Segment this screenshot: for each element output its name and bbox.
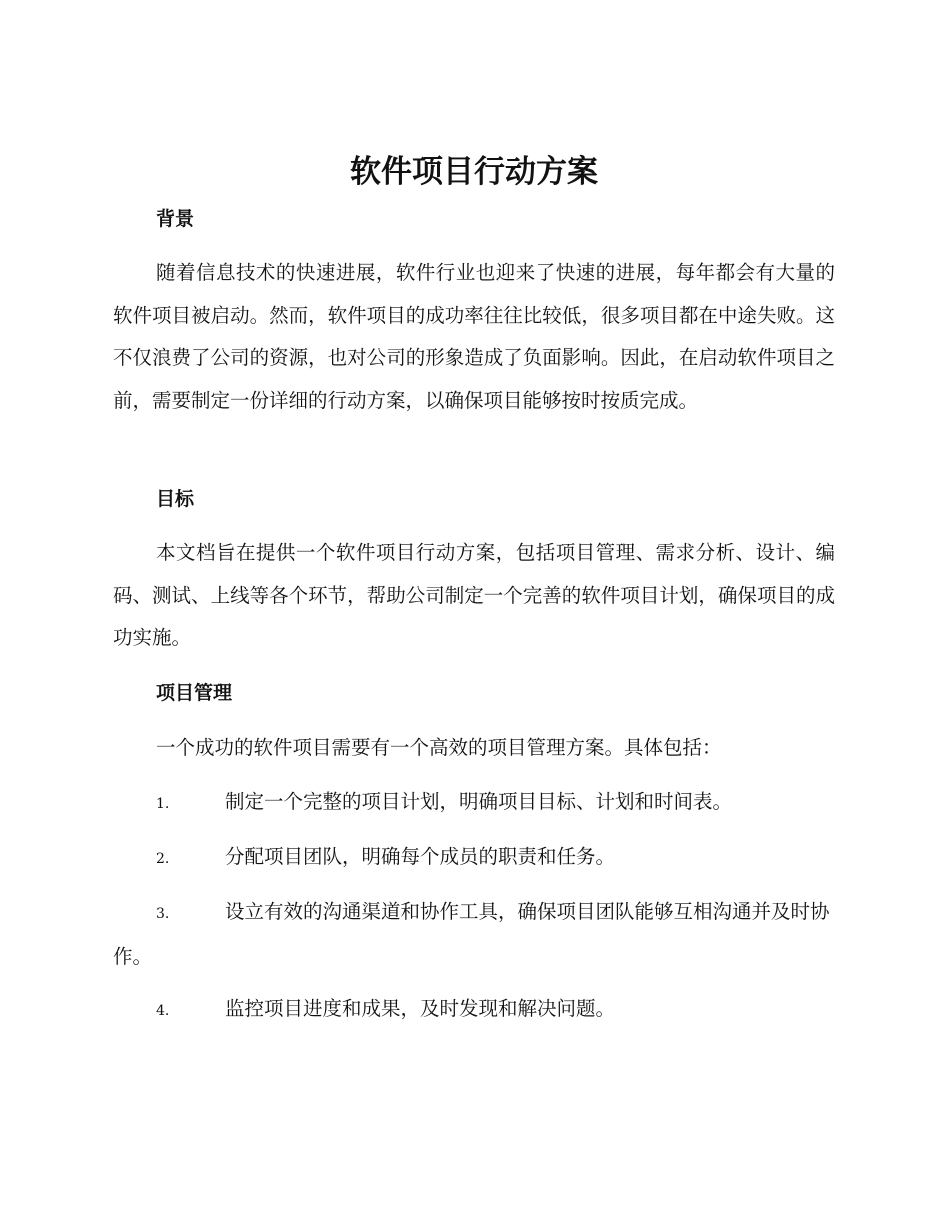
section-heading-background: 背景 bbox=[156, 208, 195, 230]
section-paragraph-background: 随着信息技术的快速进展，软件行业也迎来了快速的进展，每年都会有大量的软件项目被启动。然而，软件项目的成功率往往比较低，很多项目都在中途失败。这不仅浪费了公司的资源，也对公司的形象造成了负面影响。因此，在启动软件项目之前，需要制定一份详细的行动方案，以确保项目能够按时按质完成。 bbox=[113, 261, 835, 412]
list-item-text: 监控项目进度和成果，及时发现和解决问题。 bbox=[225, 997, 616, 1020]
list-item-number: 4. bbox=[156, 1003, 170, 1019]
list-item-number: 3. bbox=[156, 906, 170, 922]
section-heading-project-management: 项目管理 bbox=[156, 682, 233, 704]
list-item bbox=[113, 988, 835, 1033]
document-title: 软件项目行动方案 bbox=[350, 154, 598, 190]
list-item-text: 设立有效的沟通渠道和协作工具，确保项目团队能够互相沟通并及时协作。 bbox=[113, 900, 830, 968]
list-item bbox=[113, 891, 835, 978]
list-item-number: 1. bbox=[156, 796, 170, 812]
list-item-text: 分配项目团队，明确每个成员的职责和任务。 bbox=[225, 845, 616, 868]
list-item-text: 制定一个完整的项目计划，明确项目目标、计划和时间表。 bbox=[225, 790, 733, 813]
section-heading-goal: 目标 bbox=[156, 488, 195, 510]
section-paragraph-goal: 本文档旨在提供一个软件项目行动方案，包括项目管理、需求分析、设计、编码、测试、上线等各个环节，帮助公司制定一个完善的软件项目计划，确保项目的成功实施。 bbox=[113, 541, 835, 649]
section-intro-project-management: 一个成功的软件项目需要有一个高效的项目管理方案。具体包括： bbox=[156, 736, 722, 759]
list-item bbox=[113, 836, 835, 881]
list-item-number: 2. bbox=[156, 851, 170, 867]
list-item bbox=[113, 781, 835, 826]
